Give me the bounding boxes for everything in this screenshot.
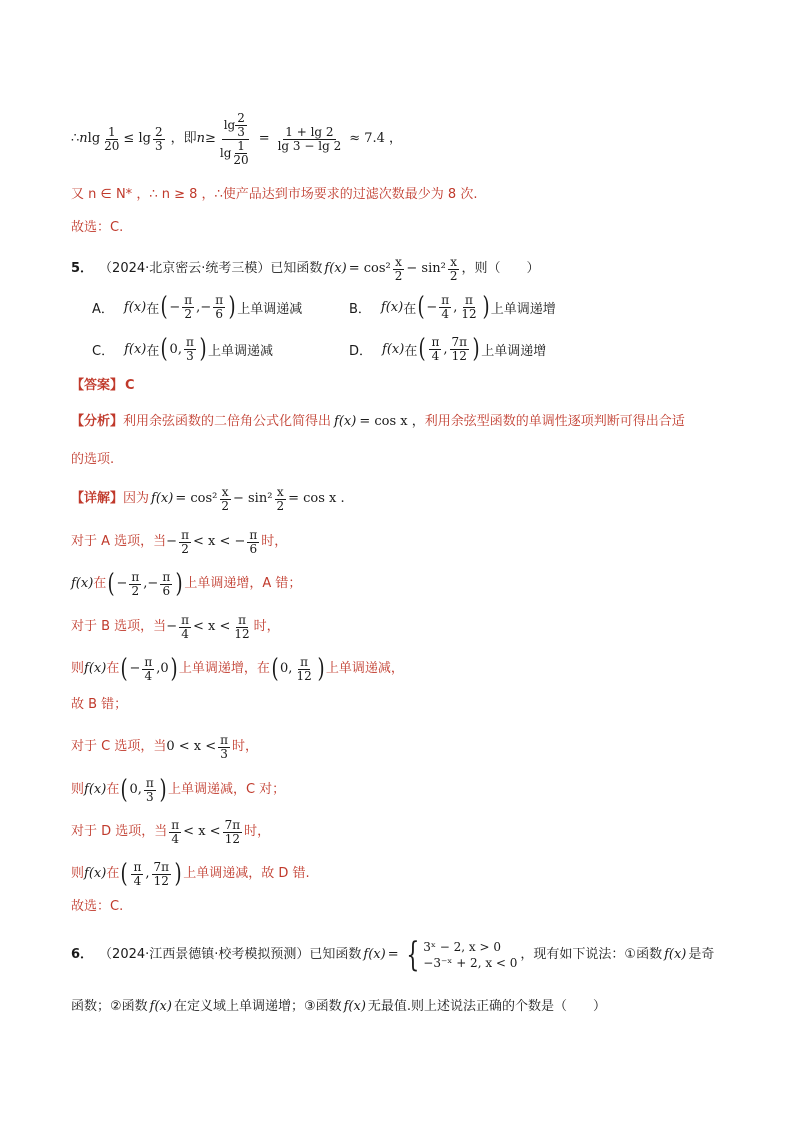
option-d[interactable]: D． f(x) 在 ( $\frac{\pi}{4}$ , $\frac{7\pi}{12}$ ) 上单调递增: [349, 334, 547, 364]
compound-fraction: lg $\frac{2}{3}$ lg $\frac{1}{20}$: [219, 110, 249, 167]
analysis-line-1: 【分析】 利用余弦函数的二倍角公式化简得出 f(x) = cos x ， 利用余弦型函数的单调性逐项判断可得出合适: [71, 414, 685, 429]
option-c[interactable]: C． f(x) 在 ( 0 , $\frac{\pi}{3}$ ) 上单调递减: [92, 334, 274, 364]
case-c-line-2: 则 f(x) 在 ( 0 , $\frac{\pi}{3}$ ) 上单调递减，C 对；: [71, 775, 286, 805]
question-6-stem-line-1: 6． （2024·江西景德镇·校考模拟预测） 已知函数 f(x) = { 3ˣ − 2, x > 0 −3⁻ˣ + 2, x < 0 ，现有如下说法：①函数 f(x) 是奇: [71, 935, 715, 975]
fraction: $\frac{1 + \lg 2}{\lg 3 - \lg 2}$: [277, 124, 342, 153]
case-b-line-3: 故 B 错；: [71, 697, 128, 712]
option-b[interactable]: B． f(x) 在 ( − $\frac{\pi}{4}$ , $\frac{\pi}{12}$ ) 上单调递增: [349, 292, 556, 322]
question-6-stem-line-2: 函数；②函数 f(x) 在定义域上单调递增；③函数 f(x) 无最值.则上述说法正确的个数是（ ）: [71, 999, 607, 1014]
conclusion-line: 又 n ∈ N* ，∴ n ≥ 8 ，∴使产品达到市场要求的过滤次数最少为 8 次.: [71, 187, 478, 202]
case-a-line-2: f(x) 在 ( − $\frac{\pi}{2}$ , − $\frac{\pi}{6}$ ) 上单调递增，A 错；: [71, 569, 302, 599]
piecewise-definition: { 3ˣ − 2, x > 0 −3⁻ˣ + 2, x < 0: [405, 935, 518, 975]
question-5-stem: 5． （2024·北京密云·统考三模） 已知函数 f(x) = cos² $\frac{x}{2}$ − sin² $\frac{x}{2}$ ，则（ ）: [71, 254, 540, 283]
analysis-line-2: 的选项.: [71, 452, 115, 467]
case-b-line-2: 则 f(x) 在 ( − $\frac{\pi}{4}$ ,0 ) 上单调递增，在 ( 0 , $\frac{\pi}{12}$ ) 上单调递减，: [71, 654, 404, 684]
option-a[interactable]: A． f(x) 在 ( − $\frac{\pi}{2}$ , − $\frac{\pi}{6}$ ) 上单调递减: [92, 292, 303, 322]
answer-line: 【答案】 C: [71, 378, 135, 393]
case-c-line-1: 对于 C 选项，当 0 < x < $\frac{\pi}{3}$ 时，: [71, 732, 259, 761]
inequality-line: ∴ n lg $\frac{1}{20}$ ≤ lg $\frac{2}{3}$ ，即 n ≥ lg $\frac{2}{3}$ lg $\frac{1}{20}$ = $\frac{1 + \lg 2}{\lg 3 - \lg 2}$ ≈ 7.4 ，: [71, 110, 403, 167]
case-d-line-2: 则 f(x) 在 ( $\frac{\pi}{4}$ , $\frac{7\pi}{12}$ ) 上单调递减，故 D 错.: [71, 859, 310, 889]
case-d-line-1: 对于 D 选项，当 $\frac{\pi}{4}$ < x < $\frac{7\pi}{12}$ 时，: [71, 817, 271, 846]
detail-line: 【详解】 因为 f(x) = cos² $\frac{x}{2}$ − sin² $\frac{x}{2}$ = cos x .: [71, 484, 345, 513]
case-a-line-1: 对于 A 选项，当 − $\frac{\pi}{2}$ < x < − $\frac{\pi}{6}$ 时，: [71, 527, 288, 556]
final-choice-line: 故选：C.: [71, 899, 124, 914]
case-b-line-1: 对于 B 选项，当 − $\frac{\pi}{4}$ < x < $\frac{\pi}{12}$ 时，: [71, 612, 280, 641]
fraction: $\frac{2}{3}$: [154, 124, 163, 153]
answer-choice-line: 故选：C.: [71, 220, 124, 235]
fraction: $\frac{1}{20}$: [104, 124, 120, 153]
